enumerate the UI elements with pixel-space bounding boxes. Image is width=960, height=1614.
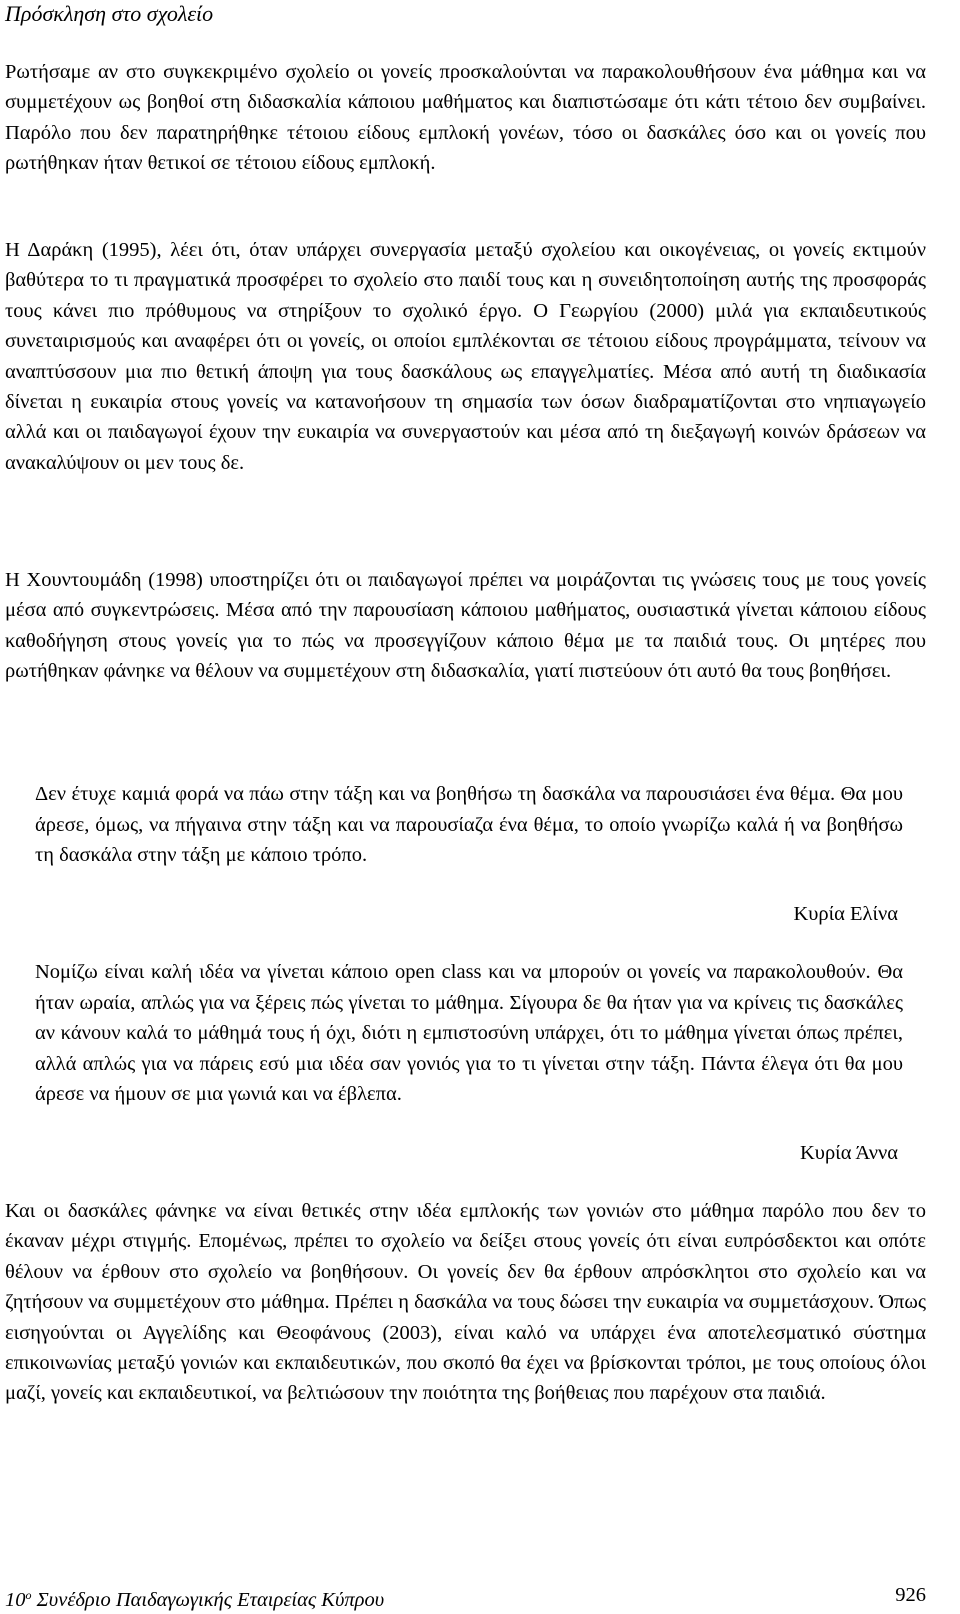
quote-1-text: Δεν έτυχε καμιά φορά να πάω στην τάξη και να βοηθήσω τη δασκάλα να παρουσιάσει ένα θέμα. Θα μου άρεσε, όμως, να πήγαινα στην τάξη και να παρουσίαζα ένα θέμα, το οποίο γνωρίζω καλά ή να βοηθήσω τη δασκάλα στην τάξη με κάποιο τρόπο. xyxy=(35,783,903,867)
footer-edition-number: 10 xyxy=(5,1589,26,1611)
page-number: 926 xyxy=(895,1584,926,1606)
closing-paragraph: Και οι δασκάλες φάνηκε να είναι θετικές στην ιδέα εμπλοκής των γονιών στο μάθημα παρόλο που δεν το έκαναν μέχρι στιγμής. Επομένως, πρέπει το σχολείο να δείξει στους γονείς ότι είναι ευπρόσδεκτοι και οπότε θέλουν να έρθουν στο σχολείο να βοηθήσουν. Οι γονείς δεν θα έρθουν απρόσκλητοι στο σχολείο και να ζητήσουν να συμμετέχουν στο μάθημα. Πρέπει η δασκάλα να τους δώσει την ευκαιρία να συμμετάσχουν. Όπως εισηγούνται οι Αγγελίδης και Θεοφάνους (2003), είναι καλό να υπάρχει ένα αποτελεσματικό σύστημα επικοινωνίας μεταξύ γονιών και εκπαιδευτικών, που σκοπό θα έχει να βρίσκονται τρόποι, με τους οποίους όλοι μαζί, γονείς και εκπαιδευτικοί, να βελτιώσουν την ποιότητα της βοήθειας που παρέχουν στα παιδιά. xyxy=(5,1200,926,1405)
quote-2-text: Νομίζω είναι καλή ιδέα να γίνεται κάποιο open class και να μπορούν οι γονείς να παρακολουθούν. Θα ήταν ωραία, απλώς για να ξέρεις πώς γίνεται το μάθημα. Σίγουρα δε θα ήταν για να κρίνεις τις δασκάλες αν κάνουν καλά το μάθημά τους ή όχι, διότι η εμπιστοσύνη υπάρχει, ότι το μάθημα γίνεται όπως πρέπει, αλλά απλώς για να πάρεις εσύ μια ιδέα σαν γονιός για το τι γίνεται στην τάξη. Πάντα έλεγα ότι θα μου άρεσε να ήμουν σε μια γωνιά και να έβλεπα. xyxy=(35,961,903,1106)
footer-edition-superscript: ο xyxy=(25,1588,32,1602)
document-page xyxy=(5,0,926,1405)
footer-conference-title xyxy=(5,1582,384,1613)
section-heading: Πρόσκληση στο σχολείο xyxy=(5,1,214,26)
paragraph-1: Ρωτήσαμε αν στο συγκεκριμένο σχολείο οι γονείς προσκαλούνται να παρακολουθήσουν ένα μάθημα και να συμμετέχουν ως βοηθοί στη διδασκαλία κάποιου μαθήματος και διαπιστώσαμε ότι κάτι τέτοιο δεν συμβαίνει. Παρόλο που δεν παρατηρήθηκε τέτοιου είδους εμπλοκή γονέων, τόσο οι δασκάλες όσο και οι γονείς που ρωτήθηκαν ήταν θετικοί σε τέτοιου είδους εμπλοκή. xyxy=(5,61,926,175)
quote-1-attribution: Κυρία Ελίνα xyxy=(793,903,898,925)
paragraph-2: Η Δαράκη (1995), λέει ότι, όταν υπάρχει συνεργασία μεταξύ σχολείου και οικογένειας, οι γονείς εκτιμούν βαθύτερα το τι πραγματικά προσφέρει το σχολείο στο παιδί τους και η συνειδητοποίηση αυτής της προσφοράς τους κάνει πιο πρόθυμους να στηρίξουν το σχολικό έργο. Ο Γεωργίου (2000) μιλά για εκπαιδευτικούς συνεταιρισμούς και αναφέρει ότι οι γονείς, οι οποίοι εμπλέκονται σε τέτοιου είδους προγράμματα, τείνουν να αναπτύσσουν μια πιο θετική άποψη για τους δασκάλους ως επαγγελματίες. Μέσα από αυτή τη διαδικασία δίνεται η ευκαιρία στους γονείς να κατανοήσουν τη σημασία των όσων διαδραματίζονται στο νηπιαγωγείο αλλά και οι παιδαγωγοί έχουν την ευκαιρία να συνεργαστούν και μέσα από τη διεξαγωγή κοινών δράσεων να ανακαλύψουν οι μεν τους δε. xyxy=(5,239,926,474)
paragraph-3: Η Χουντουμάδη (1998) υποστηρίζει ότι οι παιδαγωγοί πρέπει να μοιράζονται τις γνώσεις τους με τους γονείς μέσα από συγκεντρώσεις. Μέσα από την παρουσίαση κάποιου μαθήματος, ουσιαστικά γίνεται κάποιου είδους καθοδήγηση στους γονείς για το πώς να προσεγγίζουν κάποιο θέμα με τα παιδιά τους. Οι μητέρες που ρωτήθηκαν φάνηκε να θέλουν να συμμετέχουν στη διδασκαλία, γιατί πιστεύουν ότι αυτό θα τους βοηθήσει. xyxy=(5,569,926,683)
footer-conference-name: Συνέδριο Παιδαγωγικής Εταιρείας Κύπρου xyxy=(31,1589,385,1611)
quote-2-attribution: Κυρία Άννα xyxy=(800,1142,898,1164)
